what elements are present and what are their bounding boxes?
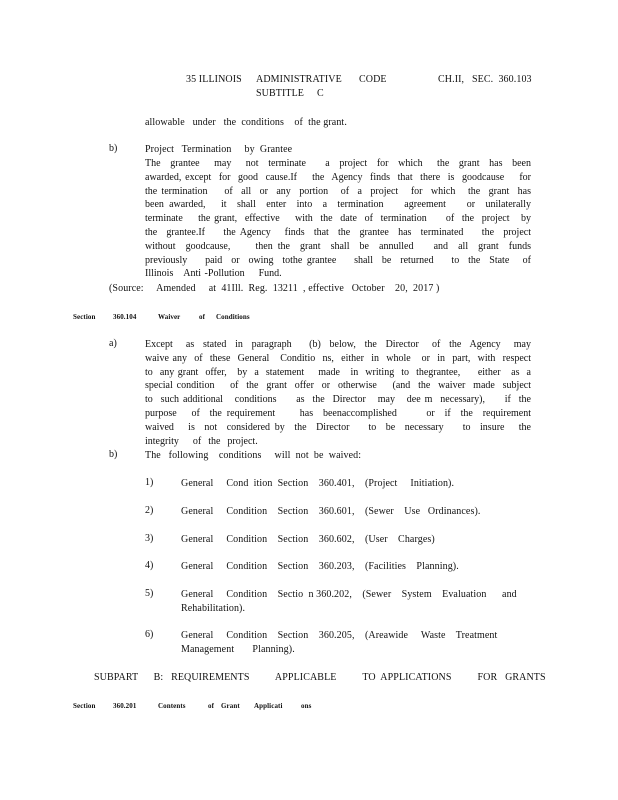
list-text: General Cond ition Section 360.401, (Project Initiation). <box>181 478 455 489</box>
header-chapter: CH.II, <box>438 74 465 85</box>
list-text: General Condition Section 360.203, (Facilities Planning). <box>181 561 459 572</box>
list-marker: 2) <box>145 505 154 516</box>
list-text: General Condition Section 360.601, (Sewer Use Ordinances). <box>181 506 481 517</box>
subpart-heading: SUBPART B: REQUIREMENTS APPLICABLE TO APPLICATIONS FOR GRANTS <box>94 672 546 683</box>
section-number: 360.104 <box>113 313 137 321</box>
section-title-word: Contents <box>158 702 186 710</box>
list-text-continued: Management Planning). <box>181 644 295 655</box>
header-title-illinois: 35 ILLINOIS <box>186 74 242 85</box>
list-marker: 4) <box>145 560 154 571</box>
paragraph-intro: The following conditions will not be waived: <box>145 450 362 461</box>
paragraph-marker: a) <box>109 338 117 349</box>
list-marker: 5) <box>145 588 154 599</box>
header-title-code: CODE <box>359 74 387 85</box>
list-marker: 3) <box>145 533 154 544</box>
section-title-word: of <box>199 313 206 321</box>
section-label: Section <box>73 313 96 321</box>
section-label: Section <box>73 702 96 710</box>
section-number: 360.201 <box>113 702 137 710</box>
section-title-word: Conditions <box>216 313 250 321</box>
section-title-word: of <box>208 702 215 710</box>
paragraph-heading: Project Termination by Grantee <box>145 144 293 155</box>
continuation-line: allowable under the conditions of the grant. <box>145 117 347 128</box>
paragraph-body: The grantee may not terminate a project for which the grant has been awarded, except for good cause.If the Agency finds that there is goodcause for the termination of all or any portion of a project for which the grant has been awarded, it shall enter into a termination agreement or unilaterally terminate the grant, effective with the date of termination of the project by the grantee.If the Agency finds that the grantee has terminated the project without goodcause, then the grant shall be annulled and all grant funds previously paid or owing tothe grantee shall be returned to the State of Illinois Anti -Pollution Fund. <box>145 158 542 280</box>
header-subtitle: SUBTITLE C <box>256 88 324 99</box>
section-title-word: ons <box>301 702 312 710</box>
list-text: General Condition Section 360.205, (Areawide Waste Treatment <box>181 630 498 641</box>
source-note: (Source: Amended at 41Ill. Reg. 13211 , effective October 20, 2017 ) <box>109 283 440 294</box>
list-marker: 1) <box>145 477 154 488</box>
list-text-continued: Rehabilitation). <box>181 603 246 614</box>
section-title-word: Grant <box>221 702 240 710</box>
paragraph-body: Except as stated in paragraph (b) below, the Director of the Agency may waive any of these General Conditio ns, either in whole or in part, with respect to any grant offer, by a statement made in writing to thegrantee, either as a special condition of the grant offer or otherwise (and the waiver made subject to such additional conditions as the Director may dee m necessary), if the purpose of the requirement has beenaccomplished or if the requirement waived is not considered by the Director to be necessary to insure the integrity of the project. <box>145 339 549 447</box>
section-title-word: Applicati <box>254 702 283 710</box>
paragraph-marker: b) <box>109 143 118 154</box>
list-marker: 6) <box>145 629 154 640</box>
header-title-administrative: ADMINISTRATIVE <box>256 74 342 85</box>
section-title-word: Waiver <box>158 313 181 321</box>
paragraph-marker: b) <box>109 449 118 460</box>
list-text: General Condition Section 360.602, (User Charges) <box>181 534 435 545</box>
header-section: SEC. 360.103 <box>472 74 532 85</box>
list-text: General Condition Sectio n 360.202, (Sewer System Evaluation and <box>181 589 517 600</box>
